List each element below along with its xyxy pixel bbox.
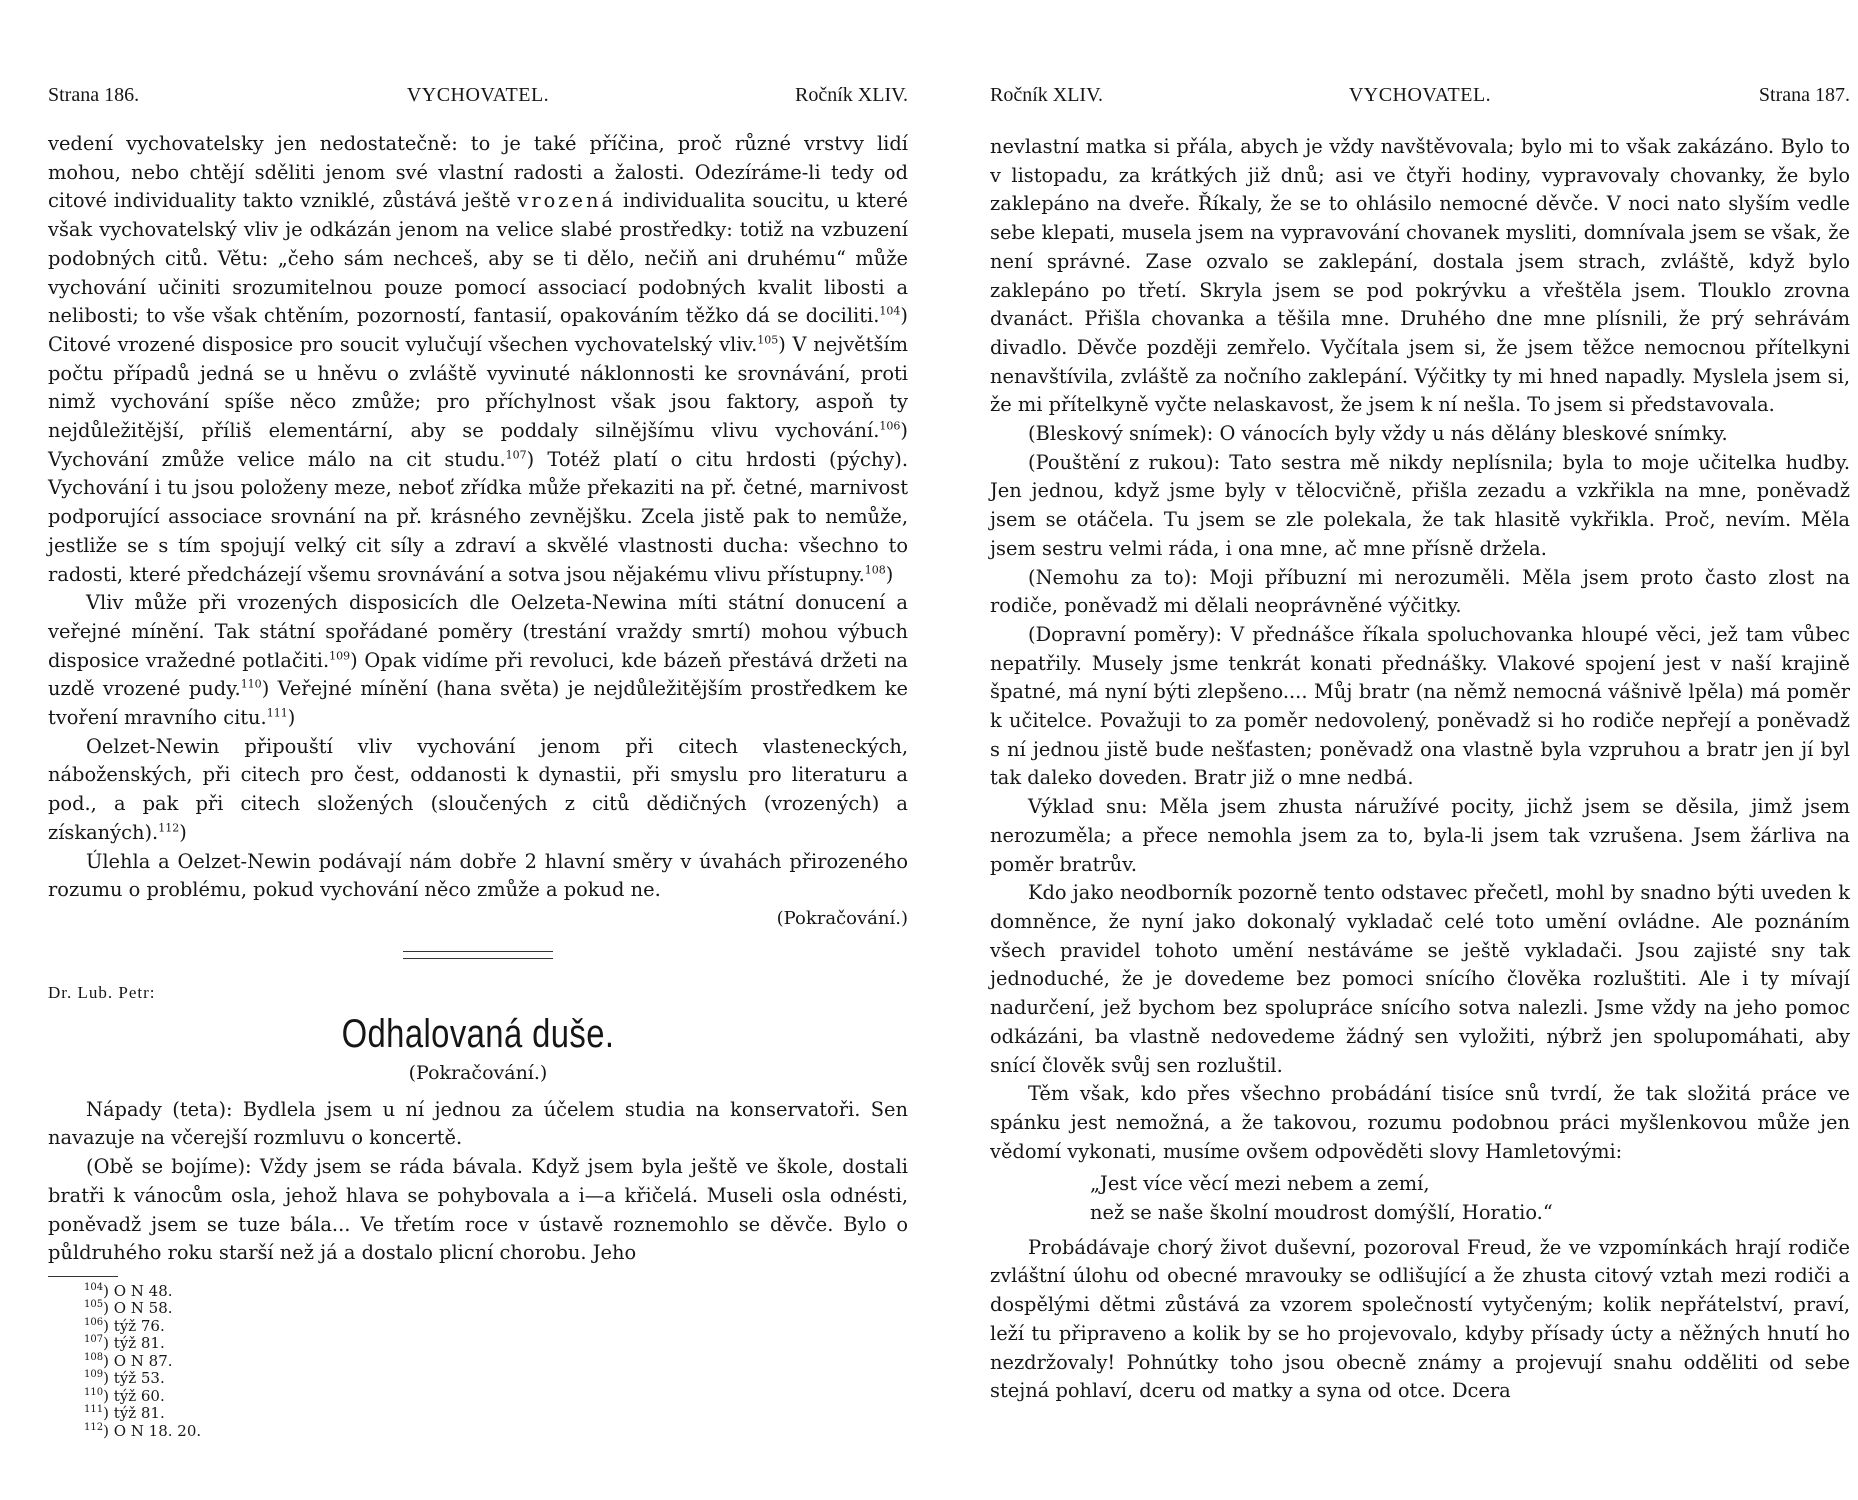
continued-note: (Pokračování.) [776, 907, 908, 929]
footnote-ref: 105 [757, 333, 779, 347]
paragraph: (Pouštění z rukou): Tato sestra mě nikdy neplísnila; byla to moje učitelka hudby. Jen jednou, když jsme byly v tělocvičně, přišla zezadu a vzkřikla na mne, poněvadž jsem se otáčela. Tu jsem se zle polekala, že tak hlasitě vykřikla. Proč, nevím. Měla jsem sestru velmi ráda, i ona mne, ač mne přísně držela. [990, 450, 1850, 560]
footnote-number: 111 [84, 1404, 104, 1416]
journal-title: VYCHOVATEL. [406, 84, 550, 106]
volume-label: Ročník XLIV. [795, 84, 908, 106]
text-run: ) [287, 706, 296, 730]
footnote-number: 112 [84, 1421, 104, 1433]
paragraph: nevlastní matka si přála, abych je vždy navštěvovala; bylo mi to však zakázáno. Bylo to v listopadu, za krátkých již dnů; asi ve čtyři hodiny, vypravovaly chovanky, že bylo zaklepáno na dveře. Říkaly, že se to ohlásilo nemocné děvče. V noci nato slyším vedle sebe klepati, musela jsem na vypravování chovanek mysliti, domnívala jsem se však, že není správné. Zase ozvalo se zaklepání, dostala jsem strach, zvláště, když bylo zaklepáno po třetí. Skryla jsem se pod pokrývku a vřeštěla jsem. Tlouklo zrovna dvanáct. Přišla chovanka a těšila mne. Druhého dne mne plísnili, že prý sehrávám divadlo. Děvče později zemřelo. Vyčítala jsem si, že jsem těžce nemocnou přítelkyni nenavštívila, zvláště za nočního zaklepání. Výčitky ty mi hned napadly. Myslela jsem si, že mi přítelkyně vyčte nelaskavost, že jsem k ní nešla. To jsem si představovala. [990, 135, 1850, 417]
footnote-text: O N 58. [113, 1299, 173, 1318]
spaced-word: vrozená [517, 189, 617, 213]
footnote-text: týž 60. [113, 1386, 165, 1405]
article-title: Odhalovaná duše. [341, 1011, 615, 1056]
text-run: Veřejné mínění (hana světa) je nejdůležitějším prostředkem ke tvoření mravního citu. [48, 677, 908, 730]
footnote-number: 106 [84, 1316, 104, 1328]
paragraph: Výklad snu: Měla jsem zhusta náružívé pocity, jichž jsem se děsila, jimž jsem nerozuměla; a přece nemohla jsem za to, byla-li jsem tak vzrušena. Jsem žárliva na poměr bratrův. [990, 795, 1850, 876]
running-head-left [48, 84, 908, 110]
footnote-text: O N 87. [113, 1351, 173, 1370]
text-run: ) [261, 677, 278, 701]
footnote: $^{111}$) týž 81. [84, 1404, 165, 1423]
footnotes [48, 1283, 908, 1441]
footnote-ref: 112 [158, 821, 180, 835]
footnote-number: 107 [84, 1334, 104, 1346]
paragraph: Kdo jako neodborník pozorně tento odstavec přečetl, mohl by snadno býti uveden k domněnce, že nyní jako dokonalý vykladač celé toto umění ovládne. Ale poznáním všech pravidel tohoto umění nestáváme se ještě vykladači. Jsou zajisté sny tak jednoduché, že je dovedeme bez pomoci snícího člověka rozluštiti. Ale i ty mívají nadurčení, jež bychom bez spolupráce snícího sotva nalezli. Jsme vždy na jeho pomoc odkázáni, ba vlastně nedovedeme žádný sen vyložiti, nýbrž jen spolupomáhati, aby snící člověk svůj sen rozluštil. [990, 881, 1850, 1077]
paragraph: Těm však, kdo přes všechno probádání tisíce snů tvrdí, že tak složitá práce ve spánku jest nemožná, a že takovou, rozumu podobnou práci myšlenkovou může jen vědomí vykonati, musíme ovšem odpověděti slovy Hamletovými: [990, 1082, 1850, 1163]
verse-line: než se naše školní moudrost domýšlí, Horatio.“ [1090, 1201, 1553, 1225]
footnote-text: týž 81. [113, 1404, 165, 1423]
footnote: $^{112}$) O N 18. 20. [84, 1421, 202, 1440]
journal-title: VYCHOVATEL. [1348, 84, 1492, 106]
paragraph [48, 589, 908, 733]
footnote: $^{109}$) týž 53. [84, 1369, 165, 1388]
footnote: $^{108}$) O N 87. [84, 1351, 173, 1370]
footnote-ref: 109 [329, 649, 351, 663]
footnote-ref: 104 [879, 304, 901, 318]
footnote-text: týž 53. [113, 1369, 165, 1388]
article-author: Dr. Lub. Petr: [48, 982, 156, 1002]
paragraph [48, 130, 908, 589]
left-page-body [48, 130, 908, 1440]
page-number: Strana 187. [1758, 84, 1850, 106]
footnote-ref: 108 [864, 563, 886, 577]
volume-label: Ročník XLIV. [990, 84, 1103, 106]
text-run: Vychování zmůže velice málo na cit studu. [48, 447, 506, 471]
footnote: $^{104}$) O N 48. [84, 1281, 173, 1300]
right-page [990, 0, 1850, 1500]
footnote-number: 110 [84, 1386, 104, 1398]
text-run: Totéž platí o citu hrdosti (pýchy). Vychování i tu jsou položeny meze, neboť zřídka může překaziti na př. četné, marnivost podporující associace srovnání na př. krásného zevnějšku. Zcela jistě pak to nemůže, jestliže se s tím spojují velký cit síly a zdraví a skvělé vlastnosti ducha: všechno to radosti, které předcházejí všemu srovnávání a sotva jsou nějakému vlivu přístupny. [48, 447, 908, 586]
text-run: Vliv může při vrozených disposicích dle Oelzeta-Newina míti státní donucení a veřejné mínění. Tak státní spořádané poměry (trestání vraždy smrtí) mohou výbuch disposice vražedné potlačiti. [48, 591, 908, 672]
footnote-number: 104 [84, 1281, 104, 1293]
footnote-number: 108 [84, 1351, 104, 1363]
footnote-number: 105 [84, 1299, 104, 1311]
text-run: V největším počtu případů jedná se u hněvu o zvláště vyvinuté náklonnosti ke srovnávání, proti nimž vychování spíše něco zmůže; pro příchylnost však jsou faktory, aspoň ty nejdůležitější, příliš elementární, aby se poddaly silnějšímu vlivu vychování. [48, 332, 908, 443]
paragraph: (Bleskový snímek): O vánocích byly vždy u nás dělány bleskové snímky. [1028, 422, 1728, 446]
right-page-body [990, 133, 1850, 1406]
text-run: ) [778, 332, 793, 356]
paragraph: (Dopravní poměry): V přednášce říkala spoluchovanka hloupé věci, jež tam vůbec nepatřily. Musely jsme tenkrát konati přednášky. Vlakové spojení jest v naší krajině špatné, má nyní býti zlepšeno.... Můj bratr (na němž nemocná vášnivě lpěla) má poměr k učitelce. Považuji to za poměr nedovolený, poněvadž si ho rodiče nepřejí a poněvadž s ní jednou jistě bude nešťasten; poněvadž ona vlastně byla vzpruhou a bratr jen jí byl tak daleko doveden. Bratr již o mne nedbá. [990, 622, 1850, 790]
paragraph: Probádávaje chorý život duševní, pozoroval Freud, že ve vzpomínkách hrají rodiče zvláštní úlohu od obecné mravouky se odlišující a že zhusta citový vztah mezi rodiči a dospělými dětmi zůstává za vzorem společností vytyčeným; kolik nepřátelství, praví, leží tu připraveno a kolik by se ho projevovalo, kdyby přísady úcty a něžných hnutí ho nezdržovaly! Pohnútky toho jsou obecně známy a projevují snahu odděliti od sebe stejná pohlaví, dceru od matky a syna od otce. Dcera [990, 1235, 1850, 1403]
text-run: Opak vidíme při revoluci, kde bázeň přestává držeti na uzdě vrozené pudy. [48, 648, 908, 701]
text-run: ) [900, 419, 908, 443]
text-run: ) [885, 562, 894, 586]
footnote-rule [48, 1276, 118, 1277]
paragraph [48, 733, 908, 848]
text-run: vedení vychovatelsky jen nedostatečně: to je také příčina, proč různé vrstvy lidí mohou, nebo chtějí sděliti jenom své vlastní radosti a žalosti. Odezíráme-li tedy od citové individuality takto vzniklé, zůstává ještě [48, 132, 908, 213]
footnote-ref: 106 [879, 419, 901, 433]
text-run: ) [350, 648, 365, 672]
paragraph: (Nemohu za to): Moji příbuzní mi nerozuměli. Měla jsem proto často zlost na rodiče, poněvadž mi dělali neoprávněné výčitky. [990, 565, 1850, 618]
text-run: ) [526, 447, 548, 471]
text-run: Citové vrozené disposice pro soucit vylučují všechen vychovatelský vliv. [48, 332, 758, 356]
verse-line: „Jest více věcí mezi nebem a zemí, [1090, 1172, 1430, 1196]
running-head-right [990, 84, 1850, 110]
footnote-text: týž 76. [113, 1316, 165, 1335]
section-divider [403, 951, 553, 959]
quotation-verse [990, 1170, 1850, 1227]
footnote-ref: 107 [505, 448, 527, 462]
text-run: Oelzet-Newin připouští vliv vychování jenom při citech vlasteneckých, náboženských, při citech pro čest, oddanosti k dynastii, při smyslu pro literaturu a pod., a pak při citech složených (sloučených z citů dědičných (vrozených) a získaných). [48, 734, 908, 844]
paragraph: (Obě se bojíme): Vždy jsem se ráda bávala. Když jsem byla ještě ve škole, dostali bratři k vánocům osla, jehož hlava se pohybovala a i—a křičelá. Museli osla odnésti, poněvadž jsem se tuze bála... Ve třetím roce v ústavě roznemohlo se děvče. Bylo o půldruhého roku starší než já a dostalo plicní chorobu. Jeho [48, 1155, 908, 1265]
left-page [48, 0, 908, 1500]
text-run: individualita soucitu, u které však vychovatelský vliv je odkázán jenom na velice slabé prostředky: totiž na vzbuzení podobných citů. Větu: „čeho sám nechceš, aby se ti dělo, nečiň ani druhému“ může vychování učiniti srozumitelnou pouze pomocí associací podobných kvalit libosti a nelibosti; to vše však chtěním, pozorností, fantasií, opakováním těžko dá se dociliti. [48, 189, 909, 328]
page-number: Strana 186. [48, 84, 140, 106]
footnote-text: týž 81. [113, 1334, 165, 1353]
footnote-number: 109 [84, 1369, 104, 1381]
footnote: $^{105}$) O N 58. [84, 1299, 173, 1318]
footnote-ref: 111 [266, 706, 288, 720]
footnote: $^{110}$) týž 60. [84, 1386, 165, 1405]
text-run: ) [179, 820, 187, 844]
text-run: ) [900, 304, 908, 328]
paragraph: Úlehla a Oelzet-Newin podávají nám dobře 2 hlavní směry v úvahách přirozeného rozumu o problému, pokud vychování něco zmůže a pokud ne. [48, 849, 908, 902]
footnote: $^{107}$) týž 81. [84, 1334, 165, 1353]
footnote-text: O N 18. 20. [113, 1421, 202, 1440]
footnote-text: O N 48. [113, 1281, 173, 1300]
footnote: $^{106}$) týž 76. [84, 1316, 165, 1335]
footnote-ref: 110 [240, 677, 262, 691]
paragraph: Nápady (teta): Bydlela jsem u ní jednou za účelem studia na konservatoři. Sen navazuje na včerejší rozmluvu o koncertě. [48, 1097, 908, 1150]
article-subtitle: (Pokračování.) [408, 1061, 548, 1084]
